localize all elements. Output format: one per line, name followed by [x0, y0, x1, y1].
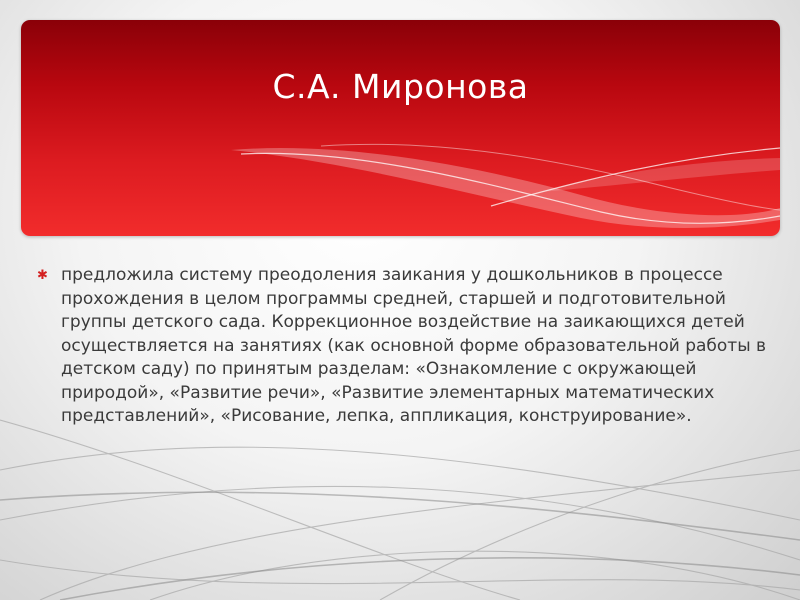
- slide-content: [37, 264, 777, 429]
- bullet-icon: ✱: [37, 268, 48, 283]
- body-paragraph: предложила систему преодоления заикания у дошкольников в процессе прохождения в целом программы средней, старшей и подготовительной группы детского сада. Коррекционное воздействие на заикающихся детей осуществляется на занятиях (как основной форме образовательной работы в детском саду) по принятым разделам: «Ознакомление с окружающей природой», «Развитие речи», «Развитие элементарных математических представлений», «Рисование, лепка, аппликация, конструирование».: [61, 265, 767, 426]
- slide-title: С.А. Миронова: [272, 67, 529, 106]
- title-banner: [21, 20, 780, 236]
- banner-wave-decoration: [21, 20, 780, 236]
